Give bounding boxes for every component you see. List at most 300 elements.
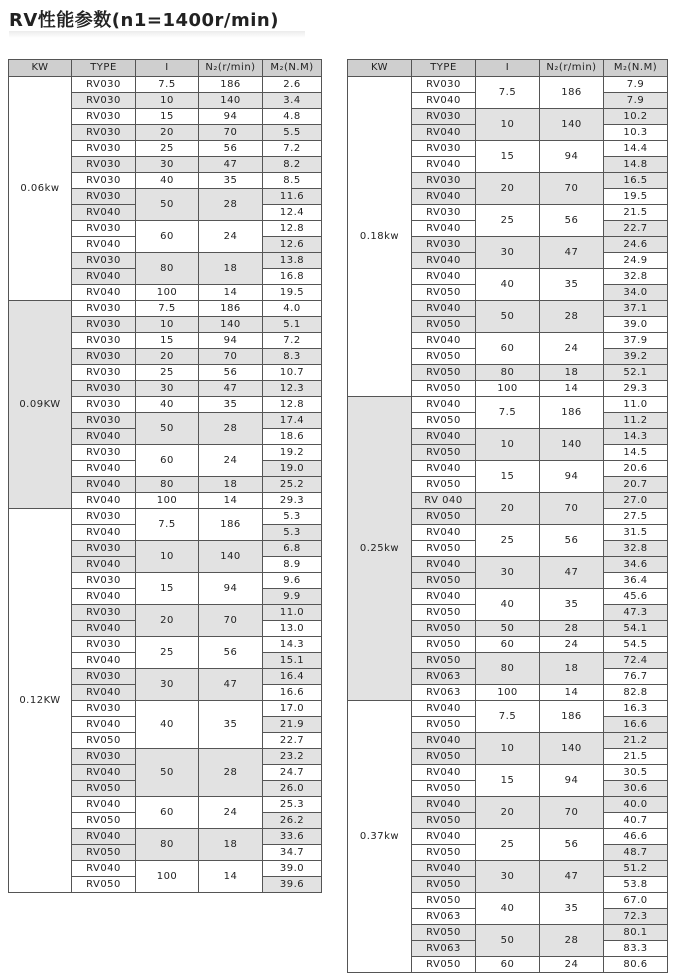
- type-cell: RV030: [412, 109, 476, 125]
- ratio-cell: 100: [476, 685, 540, 701]
- torque-cell: 67.0: [604, 893, 668, 909]
- torque-cell: 7.9: [604, 77, 668, 93]
- torque-cell: 12.8: [263, 397, 322, 413]
- kw-cell: 0.25kw: [348, 397, 412, 701]
- type-cell: RV030: [72, 701, 136, 717]
- ratio-cell: 100: [476, 381, 540, 397]
- speed-cell: 94: [540, 461, 604, 493]
- type-cell: RV050: [412, 717, 476, 733]
- speed-cell: 186: [199, 301, 263, 317]
- speed-cell: 140: [540, 429, 604, 461]
- torque-cell: 5.3: [263, 509, 322, 525]
- ratio-cell: 20: [476, 493, 540, 525]
- torque-cell: 31.5: [604, 525, 668, 541]
- speed-cell: 186: [540, 397, 604, 429]
- ratio-cell: 60: [476, 637, 540, 653]
- type-cell: RV040: [412, 125, 476, 141]
- type-cell: RV040: [72, 685, 136, 701]
- torque-cell: 13.8: [263, 253, 322, 269]
- torque-cell: 14.3: [604, 429, 668, 445]
- torque-cell: 7.2: [263, 141, 322, 157]
- torque-cell: 19.5: [604, 189, 668, 205]
- type-cell: RV050: [412, 893, 476, 909]
- speed-cell: 18: [199, 253, 263, 285]
- torque-cell: 34.7: [263, 845, 322, 861]
- torque-cell: 15.1: [263, 653, 322, 669]
- torque-cell: 82.8: [604, 685, 668, 701]
- ratio-cell: 20: [136, 349, 199, 365]
- header-type: TYPE: [72, 60, 136, 77]
- torque-cell: 12.4: [263, 205, 322, 221]
- torque-cell: 25.3: [263, 797, 322, 813]
- ratio-cell: 50: [476, 925, 540, 957]
- speed-cell: 140: [199, 93, 263, 109]
- type-cell: RV050: [72, 845, 136, 861]
- speed-cell: 35: [540, 893, 604, 925]
- torque-cell: 10.3: [604, 125, 668, 141]
- speed-cell: 18: [540, 653, 604, 685]
- table-row: [348, 701, 668, 717]
- type-cell: RV030: [72, 317, 136, 333]
- type-cell: RV050: [412, 925, 476, 941]
- ratio-cell: 7.5: [476, 77, 540, 109]
- torque-cell: 39.0: [604, 317, 668, 333]
- type-cell: RV030: [72, 749, 136, 765]
- type-cell: RV030: [72, 381, 136, 397]
- torque-cell: 47.3: [604, 605, 668, 621]
- type-cell: RV050: [412, 317, 476, 333]
- torque-cell: 24.7: [263, 765, 322, 781]
- speed-cell: 35: [199, 397, 263, 413]
- ratio-cell: 60: [136, 797, 199, 829]
- speed-cell: 140: [540, 733, 604, 765]
- type-cell: RV050: [412, 477, 476, 493]
- torque-cell: 8.9: [263, 557, 322, 573]
- ratio-cell: 15: [136, 573, 199, 605]
- ratio-cell: 80: [476, 365, 540, 381]
- torque-cell: 48.7: [604, 845, 668, 861]
- torque-cell: 10.2: [604, 109, 668, 125]
- speed-cell: 18: [199, 477, 263, 493]
- ratio-cell: 25: [136, 141, 199, 157]
- torque-cell: 12.8: [263, 221, 322, 237]
- ratio-cell: 10: [136, 541, 199, 573]
- ratio-cell: 50: [136, 189, 199, 221]
- torque-cell: 83.3: [604, 941, 668, 957]
- torque-cell: 80.1: [604, 925, 668, 941]
- speed-cell: 56: [199, 141, 263, 157]
- torque-cell: 26.0: [263, 781, 322, 797]
- type-cell: RV040: [412, 189, 476, 205]
- ratio-cell: 60: [136, 445, 199, 477]
- page-title: RV性能参数(n1=1400r/min): [9, 10, 279, 31]
- speed-cell: 28: [199, 413, 263, 445]
- torque-cell: 17.4: [263, 413, 322, 429]
- type-cell: RV040: [72, 429, 136, 445]
- torque-cell: 72.3: [604, 909, 668, 925]
- type-cell: RV063: [412, 941, 476, 957]
- type-cell: RV050: [412, 845, 476, 861]
- speed-cell: 186: [540, 701, 604, 733]
- torque-cell: 12.6: [263, 237, 322, 253]
- type-cell: RV040: [412, 397, 476, 413]
- type-cell: RV050: [412, 445, 476, 461]
- speed-cell: 186: [540, 77, 604, 109]
- type-cell: RV040: [72, 621, 136, 637]
- type-cell: RV050: [412, 637, 476, 653]
- torque-cell: 19.2: [263, 445, 322, 461]
- type-cell: RV040: [72, 477, 136, 493]
- torque-cell: 40.0: [604, 797, 668, 813]
- ratio-cell: 7.5: [136, 509, 199, 541]
- speed-cell: 56: [199, 637, 263, 669]
- header-ratio: I: [476, 60, 540, 77]
- speed-cell: 70: [540, 797, 604, 829]
- type-cell: RV030: [72, 77, 136, 93]
- speed-cell: 24: [540, 333, 604, 365]
- ratio-cell: 7.5: [136, 301, 199, 317]
- torque-cell: 11.0: [263, 605, 322, 621]
- ratio-cell: 10: [476, 733, 540, 765]
- type-cell: RV030: [72, 509, 136, 525]
- ratio-cell: 40: [136, 397, 199, 413]
- speed-cell: 186: [199, 509, 263, 541]
- speed-cell: 28: [540, 621, 604, 637]
- speed-cell: 47: [199, 157, 263, 173]
- torque-cell: 13.0: [263, 621, 322, 637]
- type-cell: RV040: [72, 653, 136, 669]
- type-cell: RV040: [72, 461, 136, 477]
- ratio-cell: 50: [476, 621, 540, 637]
- table-header-row: [9, 60, 322, 77]
- type-cell: RV040: [72, 765, 136, 781]
- torque-cell: 54.1: [604, 621, 668, 637]
- type-cell: RV040: [412, 269, 476, 285]
- torque-cell: 21.5: [604, 205, 668, 221]
- header-output-torque: M₂(N.M): [263, 60, 322, 77]
- type-cell: RV050: [412, 509, 476, 525]
- torque-cell: 2.6: [263, 77, 322, 93]
- ratio-cell: 20: [136, 125, 199, 141]
- type-cell: RV050: [412, 749, 476, 765]
- torque-cell: 8.5: [263, 173, 322, 189]
- speed-cell: 28: [199, 749, 263, 797]
- type-cell: RV040: [72, 557, 136, 573]
- type-cell: RV040: [412, 701, 476, 717]
- ratio-cell: 80: [136, 829, 199, 861]
- speed-cell: 24: [540, 957, 604, 973]
- type-cell: RV040: [412, 221, 476, 237]
- type-cell: RV040: [412, 765, 476, 781]
- speed-cell: 14: [199, 285, 263, 301]
- torque-cell: 23.2: [263, 749, 322, 765]
- torque-cell: 22.7: [604, 221, 668, 237]
- type-cell: RV030: [72, 333, 136, 349]
- table-row: [348, 77, 668, 93]
- ratio-cell: 15: [476, 461, 540, 493]
- type-cell: RV040: [412, 733, 476, 749]
- torque-cell: 11.2: [604, 413, 668, 429]
- ratio-cell: 25: [136, 365, 199, 381]
- torque-cell: 9.6: [263, 573, 322, 589]
- speed-cell: 70: [540, 173, 604, 205]
- speed-cell: 14: [199, 861, 263, 893]
- speed-cell: 35: [199, 173, 263, 189]
- speed-cell: 56: [540, 829, 604, 861]
- speed-cell: 94: [199, 573, 263, 605]
- type-cell: RV040: [72, 797, 136, 813]
- speed-cell: 70: [199, 605, 263, 637]
- type-cell: RV030: [412, 141, 476, 157]
- torque-cell: 76.7: [604, 669, 668, 685]
- speed-cell: 94: [540, 141, 604, 173]
- type-cell: RV030: [412, 77, 476, 93]
- type-cell: RV050: [412, 349, 476, 365]
- torque-cell: 32.8: [604, 541, 668, 557]
- ratio-cell: 40: [476, 269, 540, 301]
- ratio-cell: 50: [136, 413, 199, 445]
- type-cell: RV050: [412, 285, 476, 301]
- table-row: [348, 397, 668, 413]
- type-cell: RV030: [72, 365, 136, 381]
- kw-cell: 0.18kw: [348, 77, 412, 397]
- type-cell: RV030: [72, 109, 136, 125]
- type-cell: RV063: [412, 909, 476, 925]
- type-cell: RV050: [72, 813, 136, 829]
- torque-cell: 18.6: [263, 429, 322, 445]
- torque-cell: 9.9: [263, 589, 322, 605]
- speed-cell: 28: [540, 925, 604, 957]
- type-cell: RV040: [72, 861, 136, 877]
- ratio-cell: 40: [476, 589, 540, 621]
- ratio-cell: 7.5: [476, 701, 540, 733]
- type-cell: RV030: [72, 189, 136, 205]
- ratio-cell: 20: [476, 173, 540, 205]
- type-cell: RV040: [412, 253, 476, 269]
- type-cell: RV050: [72, 781, 136, 797]
- ratio-cell: 30: [136, 669, 199, 701]
- kw-cell: 0.06kw: [9, 77, 72, 301]
- torque-cell: 37.9: [604, 333, 668, 349]
- ratio-cell: 80: [476, 653, 540, 685]
- header-kw: KW: [9, 60, 72, 77]
- ratio-cell: 80: [136, 253, 199, 285]
- kw-cell: 0.37kw: [348, 701, 412, 973]
- ratio-cell: 40: [136, 701, 199, 749]
- speed-cell: 94: [540, 765, 604, 797]
- torque-cell: 20.7: [604, 477, 668, 493]
- ratio-cell: 15: [136, 333, 199, 349]
- left-spec-table: [8, 59, 322, 893]
- type-cell: RV040: [412, 797, 476, 813]
- type-cell: RV040: [412, 861, 476, 877]
- type-cell: RV050: [412, 781, 476, 797]
- type-cell: RV 040: [412, 493, 476, 509]
- torque-cell: 16.4: [263, 669, 322, 685]
- speed-cell: 186: [199, 77, 263, 93]
- torque-cell: 29.3: [604, 381, 668, 397]
- type-cell: RV050: [412, 957, 476, 973]
- speed-cell: 35: [199, 701, 263, 749]
- ratio-cell: 30: [476, 557, 540, 589]
- speed-cell: 35: [540, 589, 604, 621]
- type-cell: RV030: [72, 253, 136, 269]
- torque-cell: 11.6: [263, 189, 322, 205]
- torque-cell: 16.6: [604, 717, 668, 733]
- type-cell: RV040: [72, 829, 136, 845]
- type-cell: RV040: [412, 157, 476, 173]
- ratio-cell: 25: [476, 525, 540, 557]
- kw-cell: 0.12KW: [9, 509, 72, 893]
- ratio-cell: 30: [136, 157, 199, 173]
- ratio-cell: 15: [476, 765, 540, 797]
- torque-cell: 45.6: [604, 589, 668, 605]
- type-cell: RV030: [72, 125, 136, 141]
- torque-cell: 32.8: [604, 269, 668, 285]
- ratio-cell: 10: [476, 429, 540, 461]
- kw-cell: 0.09KW: [9, 301, 72, 509]
- speed-cell: 24: [199, 797, 263, 829]
- torque-cell: 14.8: [604, 157, 668, 173]
- type-cell: RV040: [412, 589, 476, 605]
- torque-cell: 51.2: [604, 861, 668, 877]
- ratio-cell: 100: [136, 285, 199, 301]
- type-cell: RV040: [72, 205, 136, 221]
- type-cell: RV030: [72, 221, 136, 237]
- torque-cell: 40.7: [604, 813, 668, 829]
- header-ratio: I: [136, 60, 199, 77]
- ratio-cell: 100: [136, 493, 199, 509]
- torque-cell: 20.6: [604, 461, 668, 477]
- torque-cell: 21.9: [263, 717, 322, 733]
- speed-cell: 70: [199, 349, 263, 365]
- torque-cell: 25.2: [263, 477, 322, 493]
- torque-cell: 39.2: [604, 349, 668, 365]
- type-cell: RV050: [412, 653, 476, 669]
- type-cell: RV040: [412, 829, 476, 845]
- type-cell: RV030: [72, 445, 136, 461]
- torque-cell: 5.1: [263, 317, 322, 333]
- header-kw: KW: [348, 60, 412, 77]
- speed-cell: 140: [540, 109, 604, 141]
- type-cell: RV040: [412, 525, 476, 541]
- ratio-cell: 25: [136, 637, 199, 669]
- torque-cell: 24.9: [604, 253, 668, 269]
- speed-cell: 47: [199, 381, 263, 397]
- torque-cell: 26.2: [263, 813, 322, 829]
- table-row: [9, 77, 322, 93]
- torque-cell: 34.6: [604, 557, 668, 573]
- speed-cell: 70: [540, 493, 604, 525]
- type-cell: RV030: [412, 237, 476, 253]
- ratio-cell: 80: [136, 477, 199, 493]
- ratio-cell: 30: [136, 381, 199, 397]
- torque-cell: 11.0: [604, 397, 668, 413]
- speed-cell: 24: [540, 637, 604, 653]
- speed-cell: 94: [199, 109, 263, 125]
- ratio-cell: 60: [476, 333, 540, 365]
- ratio-cell: 15: [136, 109, 199, 125]
- torque-cell: 19.5: [263, 285, 322, 301]
- type-cell: RV050: [412, 621, 476, 637]
- speed-cell: 28: [540, 301, 604, 333]
- speed-cell: 47: [540, 557, 604, 589]
- type-cell: RV040: [72, 493, 136, 509]
- type-cell: RV040: [72, 525, 136, 541]
- torque-cell: 36.4: [604, 573, 668, 589]
- type-cell: RV030: [72, 605, 136, 621]
- type-cell: RV030: [72, 349, 136, 365]
- torque-cell: 16.3: [604, 701, 668, 717]
- type-cell: RV050: [72, 733, 136, 749]
- speed-cell: 14: [540, 685, 604, 701]
- type-cell: RV030: [72, 573, 136, 589]
- type-cell: RV050: [412, 365, 476, 381]
- type-cell: RV030: [412, 205, 476, 221]
- type-cell: RV030: [412, 173, 476, 189]
- header-output-torque: M₂(N.M): [604, 60, 668, 77]
- torque-cell: 12.3: [263, 381, 322, 397]
- ratio-cell: 50: [136, 749, 199, 797]
- speed-cell: 56: [540, 525, 604, 557]
- torque-cell: 33.6: [263, 829, 322, 845]
- right-spec-table: [347, 59, 668, 973]
- type-cell: RV040: [412, 301, 476, 317]
- torque-cell: 30.5: [604, 765, 668, 781]
- ratio-cell: 60: [476, 957, 540, 973]
- ratio-cell: 20: [136, 605, 199, 637]
- torque-cell: 4.8: [263, 109, 322, 125]
- type-cell: RV040: [72, 717, 136, 733]
- speed-cell: 47: [540, 861, 604, 893]
- speed-cell: 28: [199, 189, 263, 221]
- speed-cell: 70: [199, 125, 263, 141]
- torque-cell: 52.1: [604, 365, 668, 381]
- type-cell: RV030: [72, 413, 136, 429]
- torque-cell: 39.6: [263, 877, 322, 893]
- ratio-cell: 25: [476, 829, 540, 861]
- speed-cell: 140: [199, 541, 263, 573]
- ratio-cell: 10: [136, 317, 199, 333]
- type-cell: RV050: [412, 605, 476, 621]
- ratio-cell: 7.5: [136, 77, 199, 93]
- type-cell: RV030: [72, 141, 136, 157]
- torque-cell: 17.0: [263, 701, 322, 717]
- torque-cell: 8.3: [263, 349, 322, 365]
- ratio-cell: 40: [476, 893, 540, 925]
- type-cell: RV030: [72, 301, 136, 317]
- table-row: [9, 301, 322, 317]
- ratio-cell: 30: [476, 237, 540, 269]
- torque-cell: 80.6: [604, 957, 668, 973]
- type-cell: RV063: [412, 669, 476, 685]
- type-cell: RV040: [72, 269, 136, 285]
- type-cell: RV063: [412, 685, 476, 701]
- type-cell: RV040: [72, 589, 136, 605]
- speed-cell: 14: [540, 381, 604, 397]
- type-cell: RV040: [412, 461, 476, 477]
- type-cell: RV030: [72, 93, 136, 109]
- torque-cell: 5.3: [263, 525, 322, 541]
- speed-cell: 140: [199, 317, 263, 333]
- title-underline: [9, 31, 305, 38]
- torque-cell: 19.0: [263, 461, 322, 477]
- torque-cell: 14.5: [604, 445, 668, 461]
- speed-cell: 35: [540, 269, 604, 301]
- torque-cell: 14.3: [263, 637, 322, 653]
- ratio-cell: 40: [136, 173, 199, 189]
- torque-cell: 8.2: [263, 157, 322, 173]
